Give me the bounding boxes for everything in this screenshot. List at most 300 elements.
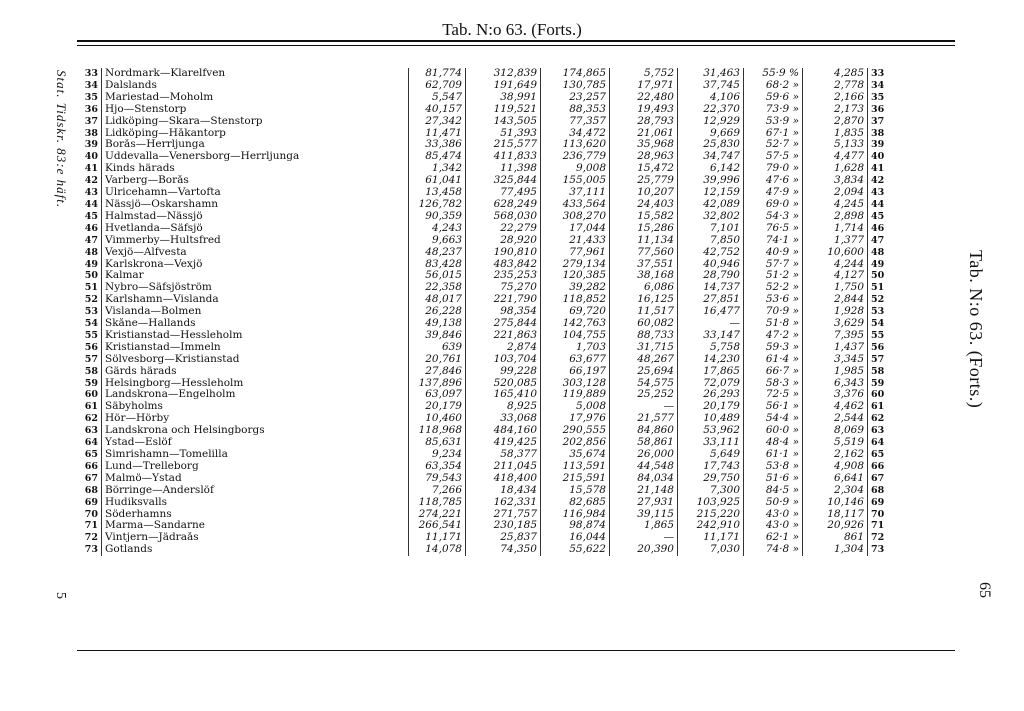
value-col-7: 2,094 [803, 187, 868, 199]
value-col-5: 42,089 [678, 199, 744, 211]
table-row [77, 401, 892, 413]
value-col-3: 116,984 [541, 509, 610, 521]
railway-name: Landskrona—Engelholm [102, 389, 409, 401]
table-row [77, 437, 892, 449]
row-number-left: 50 [84, 270, 98, 282]
value-col-3: 120,385 [541, 270, 610, 282]
value-col-1: 118,785 [409, 497, 466, 509]
percent-col: 73·9 » [744, 104, 803, 116]
value-col-4: 11,517 [610, 306, 678, 318]
row-number-left: 62 [84, 413, 98, 425]
value-col-2: 28,920 [466, 235, 541, 247]
row-number-left: 57 [84, 353, 98, 365]
railway-name: Hjo—Stenstorp [102, 104, 409, 116]
row-number-right: 61 [871, 401, 885, 413]
value-col-7: 3,834 [803, 175, 868, 187]
value-col-7: 20,926 [803, 520, 868, 532]
percent-col: 54·3 » [744, 211, 803, 223]
value-col-1: 9,663 [409, 235, 466, 247]
table-row [77, 223, 892, 235]
value-col-1: 90,359 [409, 211, 466, 223]
percent-col: 79·0 » [744, 163, 803, 175]
value-col-2: 520,085 [466, 378, 541, 390]
value-col-1: 63,354 [409, 461, 466, 473]
row-number-right: 60 [871, 389, 885, 401]
value-col-1: 79,543 [409, 473, 466, 485]
side-table-title: Tab. N:o 63. (Forts.) [966, 250, 986, 409]
value-col-3: 82,685 [541, 497, 610, 509]
value-col-4: 25,694 [610, 366, 678, 378]
row-number-left: 54 [84, 318, 98, 330]
table-row [77, 449, 892, 461]
value-col-1: 13,458 [409, 187, 466, 199]
table-row [77, 92, 892, 104]
row-number-left: 48 [84, 246, 98, 258]
value-col-4: 17,971 [610, 80, 678, 92]
railway-name: Karlshamn—Vislanda [102, 294, 409, 306]
value-col-3: 433,564 [541, 199, 610, 211]
value-col-4: 31,715 [610, 342, 678, 354]
value-col-5: 34,747 [678, 151, 744, 163]
railway-name: Hudiksvalls [102, 497, 409, 509]
row-number-right: 66 [871, 460, 885, 472]
value-col-7: 4,244 [803, 259, 868, 271]
row-number-right: 46 [871, 222, 885, 234]
row-number-left: 61 [84, 401, 98, 413]
value-col-3: 69,720 [541, 306, 610, 318]
value-col-1: 27,846 [409, 366, 466, 378]
value-col-7: 2,870 [803, 116, 868, 128]
value-col-5: 5,649 [678, 449, 744, 461]
value-col-4: 44,548 [610, 461, 678, 473]
railway-name: Säbyholms [102, 401, 409, 413]
value-col-1: 26,228 [409, 306, 466, 318]
table-row [77, 247, 892, 259]
row-number-right: 64 [871, 437, 885, 449]
value-col-4: 28,963 [610, 151, 678, 163]
value-col-2: 2,874 [466, 342, 541, 354]
value-col-1: 118,968 [409, 425, 466, 437]
value-col-2: 22,279 [466, 223, 541, 235]
value-col-5: 39,996 [678, 175, 744, 187]
value-col-5: 5,758 [678, 342, 744, 354]
value-col-2: 312,839 [466, 68, 541, 80]
table-row [77, 270, 892, 282]
value-col-7: 861 [803, 532, 868, 544]
table-row [77, 330, 892, 342]
row-number-left: 41 [84, 163, 98, 175]
value-col-7: 3,345 [803, 354, 868, 366]
railway-name: Malmö—Ystad [102, 473, 409, 485]
value-col-1: 7,266 [409, 485, 466, 497]
value-col-7: 1,628 [803, 163, 868, 175]
row-number-right: 73 [871, 544, 885, 556]
value-col-7: 2,844 [803, 294, 868, 306]
value-col-2: 275,844 [466, 318, 541, 330]
value-col-4: 21,148 [610, 485, 678, 497]
value-col-2: 190,810 [466, 247, 541, 259]
value-col-3: 88,353 [541, 104, 610, 116]
percent-col: 57·5 » [744, 151, 803, 163]
railway-name: Söderhamns [102, 509, 409, 521]
value-col-2: 74,350 [466, 544, 541, 556]
value-col-4: 27,931 [610, 497, 678, 509]
value-col-7: 4,245 [803, 199, 868, 211]
value-col-1: 85,631 [409, 437, 466, 449]
percent-col: 66·7 » [744, 366, 803, 378]
row-number-right: 67 [871, 472, 885, 484]
row-number-left: 51 [84, 282, 98, 294]
railway-name: Lidköping—Håkantorp [102, 128, 409, 140]
table-row [77, 139, 892, 151]
value-col-3: 39,282 [541, 282, 610, 294]
percent-col: 52·7 » [744, 139, 803, 151]
value-col-3: 17,044 [541, 223, 610, 235]
value-col-3: 55,622 [541, 544, 610, 556]
percent-col: 55·9 % [744, 68, 803, 80]
railway-name: Hvetlanda—Säfsjö [102, 223, 409, 235]
value-col-4: 21,577 [610, 413, 678, 425]
value-col-2: 143,505 [466, 116, 541, 128]
value-col-5: 37,745 [678, 80, 744, 92]
value-col-2: 221,790 [466, 294, 541, 306]
railway-name: Uddevalla—Venersborg—Herrljunga [102, 151, 409, 163]
railway-name: Kalmar [102, 270, 409, 282]
railway-name: Dalslands [102, 80, 409, 92]
table-row [77, 211, 892, 223]
table-row [77, 282, 892, 294]
value-col-1: 4,243 [409, 223, 466, 235]
railway-name: Ulricehamn—Vartofta [102, 187, 409, 199]
value-col-4: 84,034 [610, 473, 678, 485]
value-col-2: 165,410 [466, 389, 541, 401]
row-number-right: 58 [871, 365, 885, 377]
value-col-5: 29,750 [678, 473, 744, 485]
value-col-1: 33,386 [409, 139, 466, 151]
value-col-7: 5,519 [803, 437, 868, 449]
value-col-1: 10,460 [409, 413, 466, 425]
value-col-5: 7,030 [678, 544, 744, 556]
percent-col: 43·0 » [744, 509, 803, 521]
value-col-5: 16,477 [678, 306, 744, 318]
value-col-4: 35,968 [610, 139, 678, 151]
value-col-3: 290,555 [541, 425, 610, 437]
value-col-7: 4,127 [803, 270, 868, 282]
value-col-5: 14,737 [678, 282, 744, 294]
value-col-4: 48,267 [610, 354, 678, 366]
table-row [77, 413, 892, 425]
table-row [77, 354, 892, 366]
percent-col: 51·6 » [744, 473, 803, 485]
percent-col: 40·9 » [744, 247, 803, 259]
value-col-5: 12,929 [678, 116, 744, 128]
percent-col: 76·5 » [744, 223, 803, 235]
table-row [77, 473, 892, 485]
value-col-5: 17,743 [678, 461, 744, 473]
row-number-right: 56 [871, 341, 885, 353]
value-col-1: 11,471 [409, 128, 466, 140]
value-col-1: 81,774 [409, 68, 466, 80]
value-col-1: 5,547 [409, 92, 466, 104]
value-col-1: 85,474 [409, 151, 466, 163]
percent-col: 43·0 » [744, 520, 803, 532]
page-number-left: 5 [53, 592, 68, 599]
value-col-4: — [610, 401, 678, 413]
row-number-right: 36 [871, 103, 885, 115]
railway-name: Vislanda—Bolmen [102, 306, 409, 318]
value-col-7: 1,750 [803, 282, 868, 294]
row-number-right: 52 [871, 294, 885, 306]
value-col-7: 3,629 [803, 318, 868, 330]
value-col-7: 6,343 [803, 378, 868, 390]
percent-col: 58·3 » [744, 378, 803, 390]
row-number-left: 65 [84, 449, 98, 460]
value-col-3: 236,779 [541, 151, 610, 163]
percent-col: 56·1 » [744, 401, 803, 413]
value-col-2: 38,991 [466, 92, 541, 104]
value-col-5: 28,790 [678, 270, 744, 282]
value-col-3: 98,874 [541, 520, 610, 532]
railway-name: Mariestad—Moholm [102, 92, 409, 104]
row-number-right: 69 [871, 496, 885, 508]
table-row [77, 187, 892, 199]
table-row [77, 389, 892, 401]
value-col-3: 279,134 [541, 259, 610, 271]
value-col-3: 118,852 [541, 294, 610, 306]
value-col-3: 5,008 [541, 401, 610, 413]
value-col-4: — [610, 532, 678, 544]
value-col-4: 21,061 [610, 128, 678, 140]
percent-col: 67·1 » [744, 128, 803, 140]
page-title: Tab. N:o 63. (Forts.) [442, 20, 582, 39]
value-col-3: 113,591 [541, 461, 610, 473]
page-number-right: 65 [976, 582, 993, 598]
railway-statistics-table [77, 68, 892, 556]
value-col-2: 628,249 [466, 199, 541, 211]
row-number-left: 34 [84, 79, 98, 91]
value-col-3: 9,008 [541, 163, 610, 175]
row-number-right: 55 [871, 329, 885, 341]
row-number-right: 65 [871, 449, 885, 460]
value-col-3: 35,674 [541, 449, 610, 461]
value-col-2: 271,757 [466, 509, 541, 521]
row-number-left: 43 [84, 187, 98, 199]
value-col-5: 14,230 [678, 354, 744, 366]
value-col-3: 17,976 [541, 413, 610, 425]
row-number-left: 56 [84, 341, 98, 353]
row-number-left: 44 [84, 198, 98, 210]
value-col-7: 4,462 [803, 401, 868, 413]
value-col-5: 103,925 [678, 497, 744, 509]
value-col-2: 51,393 [466, 128, 541, 140]
railway-name: Marma—Sandarne [102, 520, 409, 532]
row-number-left: 70 [84, 508, 98, 520]
percent-col: 68·2 » [744, 80, 803, 92]
row-number-left: 66 [84, 460, 98, 472]
railway-name: Börringe—Anderslöf [102, 485, 409, 497]
row-number-right: 51 [871, 282, 885, 294]
railway-name: Simrishamn—Tomelilla [102, 449, 409, 461]
value-col-5: 42,752 [678, 247, 744, 259]
railway-name: Kristianstad—Hessleholm [102, 330, 409, 342]
row-number-right: 39 [871, 139, 885, 151]
row-number-left: 69 [84, 496, 98, 508]
value-col-5: 7,101 [678, 223, 744, 235]
value-col-5: 9,669 [678, 128, 744, 140]
value-col-2: 418,400 [466, 473, 541, 485]
value-col-4: 60,082 [610, 318, 678, 330]
value-col-4: 11,134 [610, 235, 678, 247]
row-number-right: 50 [871, 270, 885, 282]
railway-name: Halmstad—Nässjö [102, 211, 409, 223]
row-number-left: 46 [84, 222, 98, 234]
value-col-4: 22,480 [610, 92, 678, 104]
row-number-right: 33 [871, 68, 885, 79]
value-col-7: 10,146 [803, 497, 868, 509]
table-row [77, 116, 892, 128]
percent-col: 57·7 » [744, 259, 803, 271]
value-col-5: 72,079 [678, 378, 744, 390]
table-row [77, 461, 892, 473]
value-col-5: 20,179 [678, 401, 744, 413]
value-col-4: 24,403 [610, 199, 678, 211]
value-col-5: 53,962 [678, 425, 744, 437]
value-col-4: 10,207 [610, 187, 678, 199]
value-col-3: 155,005 [541, 175, 610, 187]
value-col-1: 274,221 [409, 509, 466, 521]
value-col-4: 38,168 [610, 270, 678, 282]
value-col-1: 27,342 [409, 116, 466, 128]
value-col-5: 26,293 [678, 389, 744, 401]
value-col-2: 230,185 [466, 520, 541, 532]
row-number-right: 63 [871, 425, 885, 437]
railway-name: Skåne—Hallands [102, 318, 409, 330]
row-number-right: 53 [871, 306, 885, 318]
value-col-3: 77,961 [541, 247, 610, 259]
row-number-right: 47 [871, 234, 885, 246]
value-col-7: 1,985 [803, 366, 868, 378]
value-col-1: 56,015 [409, 270, 466, 282]
row-number-right: 38 [871, 127, 885, 139]
row-number-right: 44 [871, 198, 885, 210]
value-col-4: 15,472 [610, 163, 678, 175]
value-col-2: 568,030 [466, 211, 541, 223]
value-col-3: 63,677 [541, 354, 610, 366]
row-number-left: 72 [84, 532, 98, 544]
value-col-2: 411,833 [466, 151, 541, 163]
value-col-7: 1,304 [803, 544, 868, 556]
value-col-7: 3,376 [803, 389, 868, 401]
table-row [77, 425, 892, 437]
value-col-5: 6,142 [678, 163, 744, 175]
railway-name: Gärds härads [102, 366, 409, 378]
railway-name: Vimmerby—Hultsfred [102, 235, 409, 247]
value-col-1: 62,709 [409, 80, 466, 92]
row-number-left: 39 [84, 139, 98, 151]
value-col-5: 12,159 [678, 187, 744, 199]
railway-name: Helsingborg—Hessleholm [102, 378, 409, 390]
percent-col: 47·6 » [744, 175, 803, 187]
value-col-3: 113,620 [541, 139, 610, 151]
row-number-right: 54 [871, 318, 885, 330]
value-col-2: 483,842 [466, 259, 541, 271]
percent-col: 50·9 » [744, 497, 803, 509]
header-rule-thin [77, 45, 955, 46]
value-col-2: 99,228 [466, 366, 541, 378]
value-col-4: 1,865 [610, 520, 678, 532]
table-body [77, 68, 892, 556]
header-rule [77, 40, 955, 42]
value-col-5: 17,865 [678, 366, 744, 378]
railway-name: Nässjö—Oskarshamn [102, 199, 409, 211]
percent-col: 84·5 » [744, 485, 803, 497]
value-col-3: 202,856 [541, 437, 610, 449]
value-col-7: 8,069 [803, 425, 868, 437]
railway-name: Lidköping—Skara—Stenstorp [102, 116, 409, 128]
railway-name: Gotlands [102, 544, 409, 556]
value-col-7: 2,898 [803, 211, 868, 223]
table-row [77, 80, 892, 92]
value-col-1: 1,342 [409, 163, 466, 175]
value-col-5: 22,370 [678, 104, 744, 116]
percent-col: 61·4 » [744, 354, 803, 366]
value-col-3: 119,889 [541, 389, 610, 401]
row-number-left: 63 [84, 425, 98, 437]
row-number-right: 37 [871, 115, 885, 127]
table-row [77, 68, 892, 80]
value-col-1: 9,234 [409, 449, 466, 461]
footer-rule [77, 650, 955, 651]
value-col-5: 32,802 [678, 211, 744, 223]
row-number-left: 42 [84, 175, 98, 187]
railway-name: Varberg—Borås [102, 175, 409, 187]
value-col-7: 4,477 [803, 151, 868, 163]
table-row [77, 544, 892, 556]
value-col-7: 2,778 [803, 80, 868, 92]
percent-col: 54·4 » [744, 413, 803, 425]
value-col-3: 37,111 [541, 187, 610, 199]
row-number-left: 45 [84, 210, 98, 222]
table-row [77, 151, 892, 163]
percent-col: 59·3 » [744, 342, 803, 354]
value-col-4: 39,115 [610, 509, 678, 521]
value-col-2: 103,704 [466, 354, 541, 366]
value-col-1: 48,237 [409, 247, 466, 259]
value-col-2: 11,398 [466, 163, 541, 175]
row-number-right: 41 [871, 163, 885, 175]
railway-name: Kinds härads [102, 163, 409, 175]
table-row [77, 259, 892, 271]
value-col-1: 126,782 [409, 199, 466, 211]
value-col-4: 16,125 [610, 294, 678, 306]
railway-name: Vexjö—Alfvesta [102, 247, 409, 259]
value-col-5: 7,850 [678, 235, 744, 247]
percent-col: 62·1 » [744, 532, 803, 544]
value-col-4: 26,000 [610, 449, 678, 461]
value-col-1: 20,761 [409, 354, 466, 366]
row-number-right: 45 [871, 210, 885, 222]
value-col-4: 58,861 [610, 437, 678, 449]
value-col-4: 20,390 [610, 544, 678, 556]
value-col-3: 303,128 [541, 378, 610, 390]
table-row [77, 342, 892, 354]
railway-name: Vintjern—Jädraås [102, 532, 409, 544]
railway-name: Lund—Trelleborg [102, 461, 409, 473]
percent-col: 69·0 » [744, 199, 803, 211]
value-col-7: 4,285 [803, 68, 868, 80]
percent-col: 53·6 » [744, 294, 803, 306]
row-number-right: 70 [871, 508, 885, 520]
